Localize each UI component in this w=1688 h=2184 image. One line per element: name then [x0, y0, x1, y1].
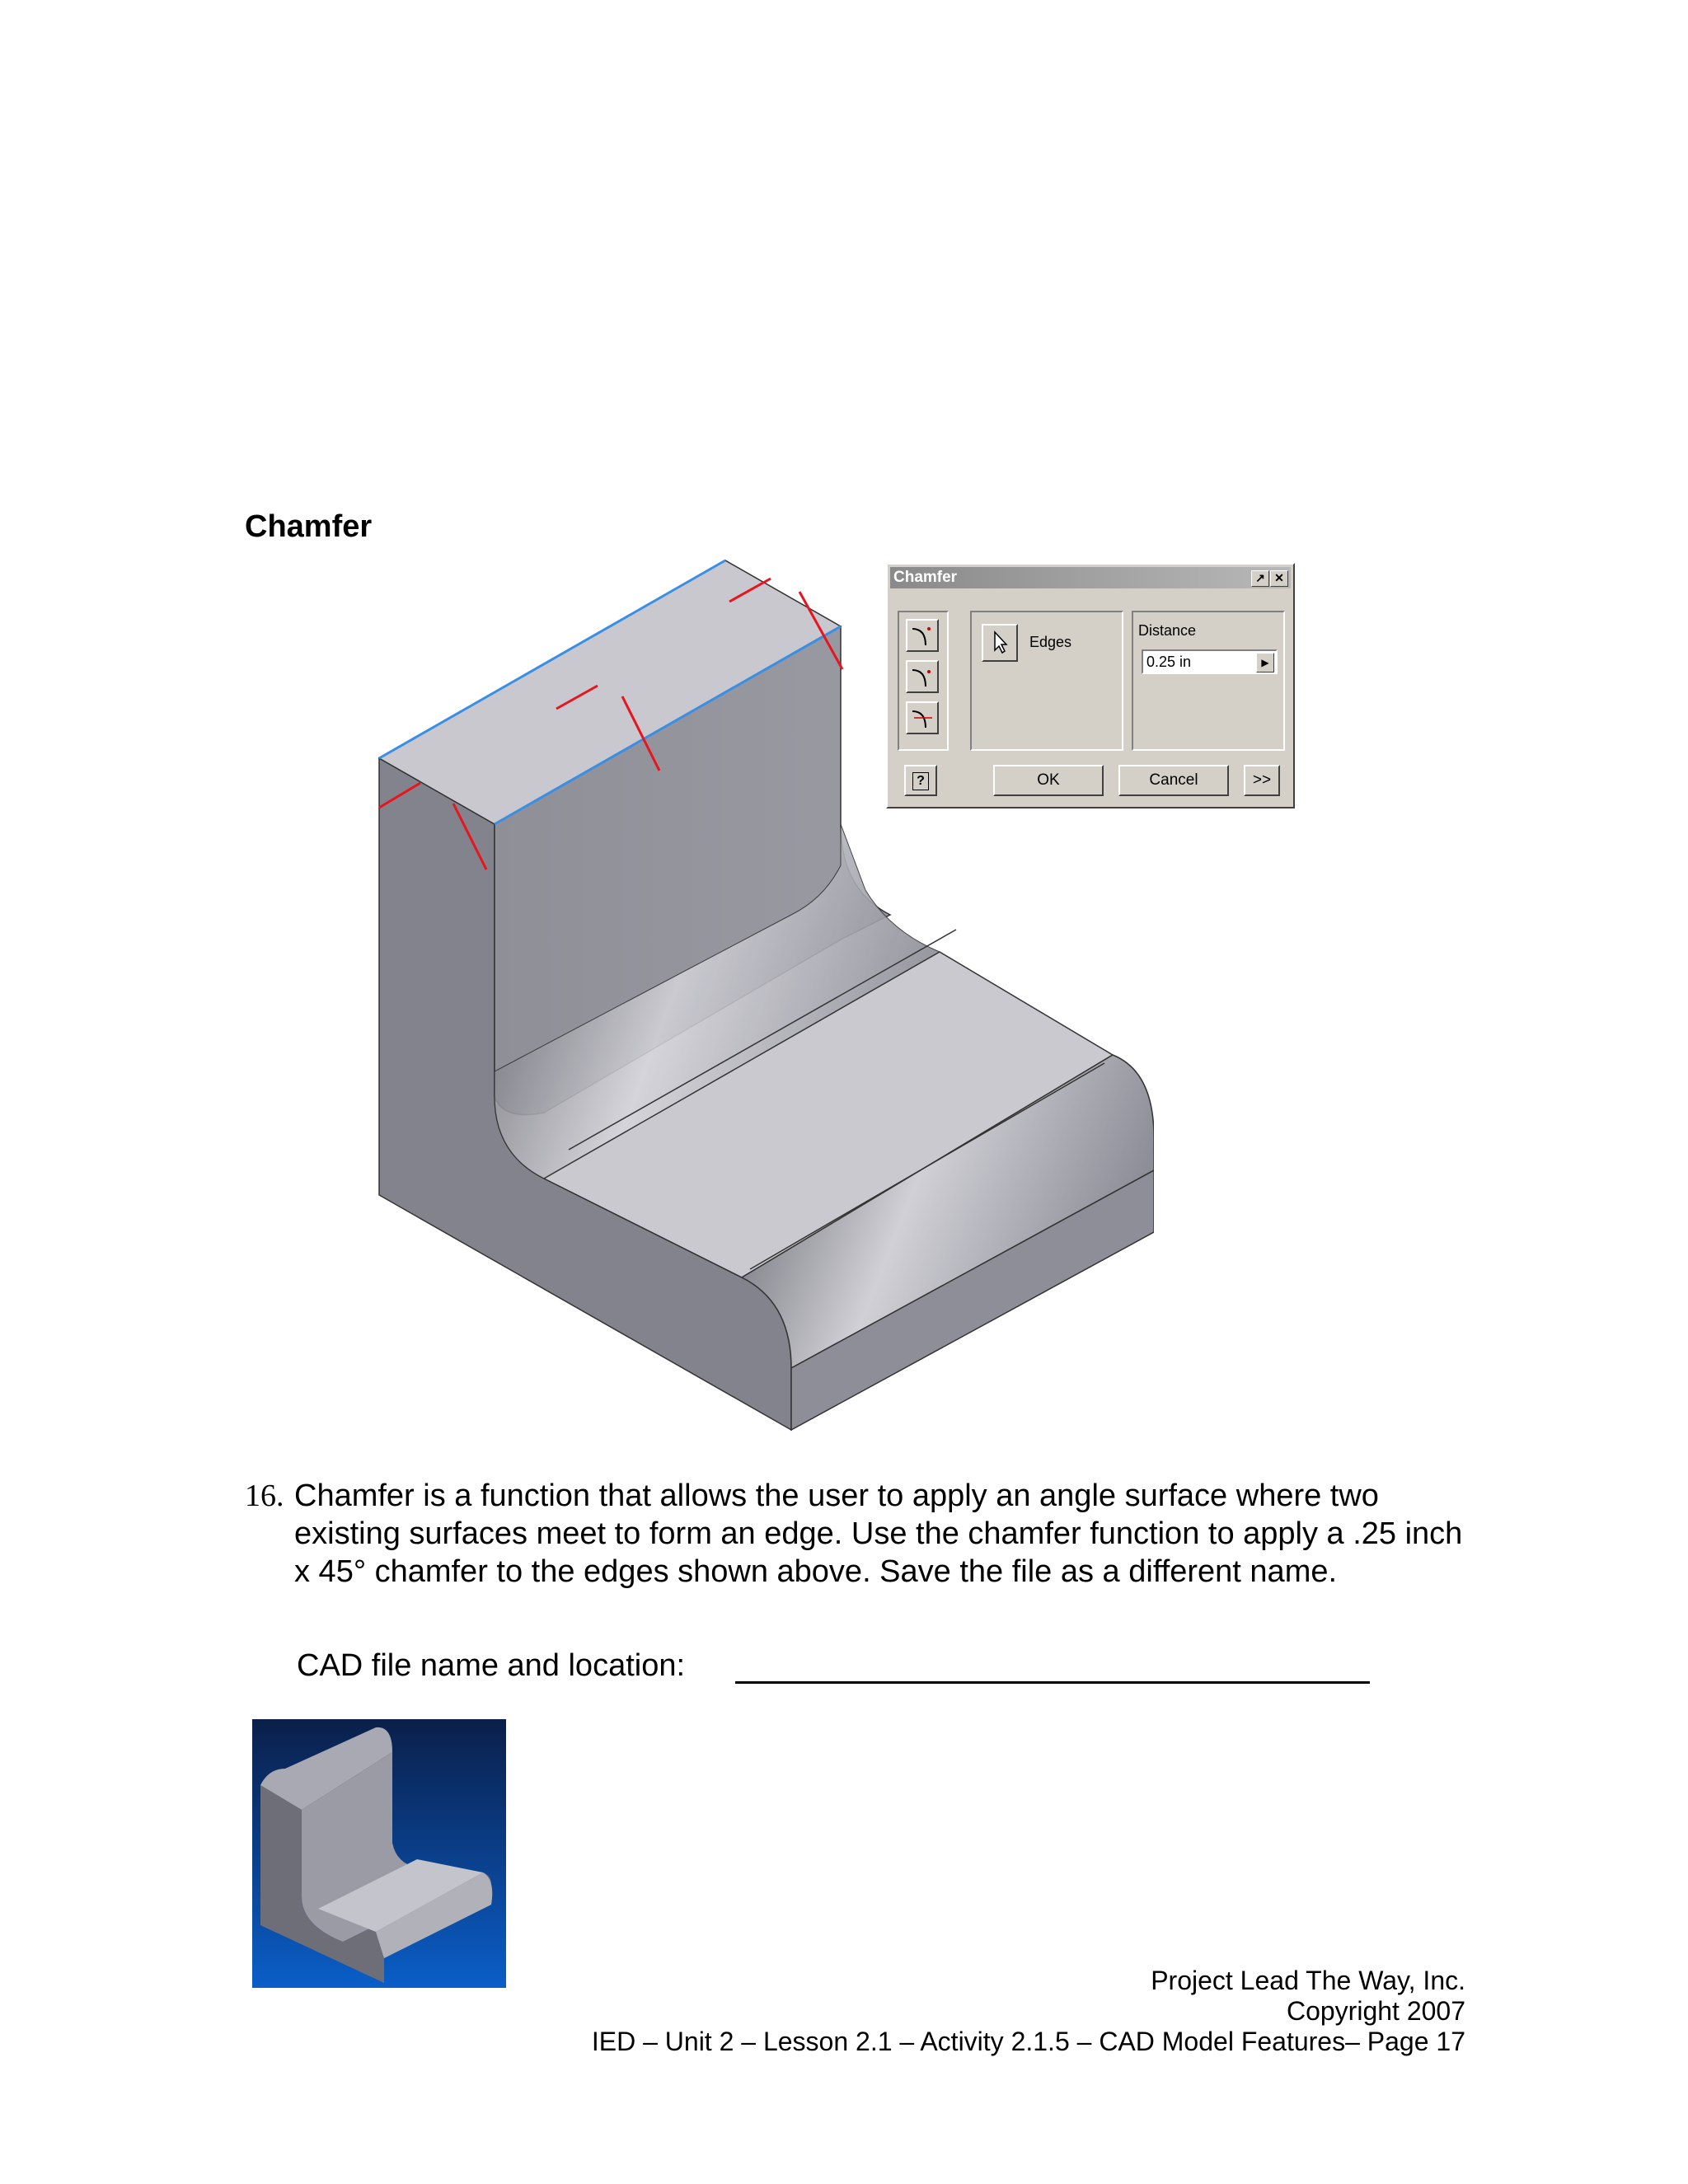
distance-input[interactable]	[1142, 649, 1278, 674]
footer-org: Project Lead The Way, Inc.	[1151, 1966, 1465, 1995]
step-number: 16.	[245, 1479, 284, 1513]
section-heading: Chamfer	[245, 509, 373, 544]
cursor-arrow-icon	[983, 626, 1016, 658]
chamfer-dialog	[886, 563, 1295, 808]
distance-angle-mode-icon[interactable]	[906, 660, 939, 693]
edges-label: Edges	[1029, 634, 1072, 650]
distance-mode-icon[interactable]	[906, 619, 939, 652]
distance-group	[1132, 611, 1285, 751]
step-16	[245, 1477, 1481, 1589]
ok-button[interactable]: OK	[993, 765, 1104, 796]
cad-prompt: CAD file name and location:	[297, 1648, 686, 1683]
edges-select-button[interactable]	[982, 624, 1018, 662]
answer-blank-line	[735, 1681, 1370, 1684]
model-thumbnail	[252, 1719, 506, 1988]
distance-label: Distance	[1138, 622, 1197, 639]
distance-arrow-icon[interactable]: ▶	[1256, 653, 1274, 673]
footer-page-info: IED – Unit 2 – Lesson 2.1 – Activity 2.1.5 – CAD Model Features– Page 17	[591, 2027, 1465, 2056]
two-distances-mode-icon[interactable]	[906, 701, 939, 734]
footer-copyright: Copyright 2007	[1286, 1996, 1465, 2026]
step-text: Chamfer is a function that allows the user to apply an angle surface where two existing surfaces meet to form an edge. Use the chamfer function to apply a .25 inch x 45° chamfer to the edges shown above. Save the file as a different name.	[294, 1479, 1463, 1589]
method-group	[898, 611, 949, 751]
edges-group	[970, 611, 1123, 751]
more-button[interactable]: >>	[1244, 765, 1280, 796]
cancel-button[interactable]: Cancel	[1118, 765, 1229, 796]
dialog-title-bar	[890, 567, 1291, 588]
help-button[interactable]: ?	[904, 765, 937, 796]
dialog-title: Chamfer	[893, 569, 958, 586]
pin-icon[interactable]: ↗	[1251, 570, 1269, 587]
distance-value: 0.25 in	[1146, 654, 1192, 670]
close-icon[interactable]: ✕	[1270, 570, 1288, 587]
